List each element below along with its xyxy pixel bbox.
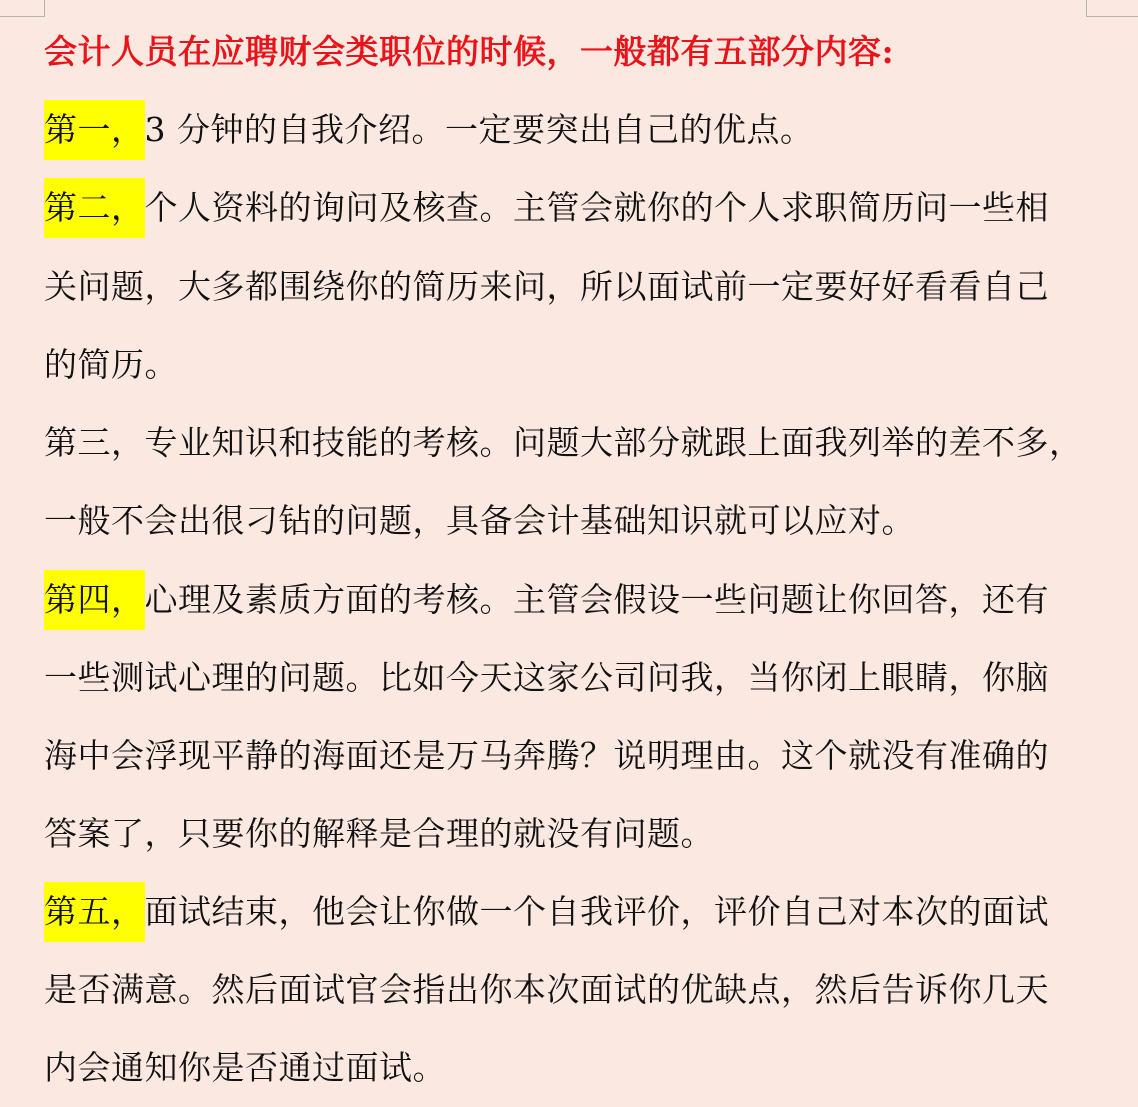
section-label: 第三， bbox=[44, 423, 145, 462]
page-corner-mark-right bbox=[1086, 0, 1138, 17]
section-text: 专业知识和技能的考核。问题大部分就跟上面我列举的差不多， bbox=[144, 423, 1083, 462]
section-4-line-2: 一些测试心理的问题。比如今天这家公司问我，当你闭上眼睛，你脑 bbox=[44, 658, 1049, 697]
section-3-line-2: 一般不会出很刁钻的问题，具备会计基础知识就可以应对。 bbox=[44, 501, 915, 540]
highlighted-label: 第四， bbox=[44, 570, 145, 630]
section-4-line-1 bbox=[44, 561, 1049, 639]
document-heading: 会计人员在应聘财会类职位的时候，一般都有五部分内容: bbox=[44, 32, 895, 71]
section-text: 心理及素质方面的考核。主管会假设一些问题让你回答，还有 bbox=[144, 580, 1049, 619]
section-text: 3 分钟的自我介绍。一定要突出自己的优点。 bbox=[144, 110, 814, 149]
page-corner-mark-left bbox=[0, 0, 45, 17]
section-5-line-2: 是否满意。然后面试官会指出你本次面试的优缺点，然后告诉你几天 bbox=[44, 970, 1049, 1009]
section-4-line-4: 答案了，只要你的解释是合理的就没有问题。 bbox=[44, 814, 714, 853]
section-5-line-3: 内会通知你是否通过面试。 bbox=[44, 1048, 446, 1087]
highlighted-label: 第五， bbox=[44, 882, 145, 942]
section-text: 个人资料的询问及核查。主管会就你的个人求职简历问一些相 bbox=[144, 188, 1049, 227]
section-3-line-1 bbox=[44, 404, 1083, 482]
highlighted-label: 第二， bbox=[44, 178, 145, 238]
section-2-line-2: 关问题，大多都围绕你的简历来问，所以面试前一定要好好看看自己 bbox=[44, 267, 1049, 306]
section-1-line-1 bbox=[44, 91, 814, 169]
highlighted-label: 第一， bbox=[44, 100, 145, 160]
section-2-line-1 bbox=[44, 169, 1049, 247]
section-text: 面试结束，他会让你做一个自我评价，评价自己对本次的面试 bbox=[144, 892, 1049, 931]
section-5-line-1 bbox=[44, 873, 1049, 951]
section-2-line-3: 的简历。 bbox=[44, 345, 178, 384]
section-4-line-3: 海中会浮现平静的海面还是万马奔腾？说明理由。这个就没有准确的 bbox=[44, 736, 1049, 775]
